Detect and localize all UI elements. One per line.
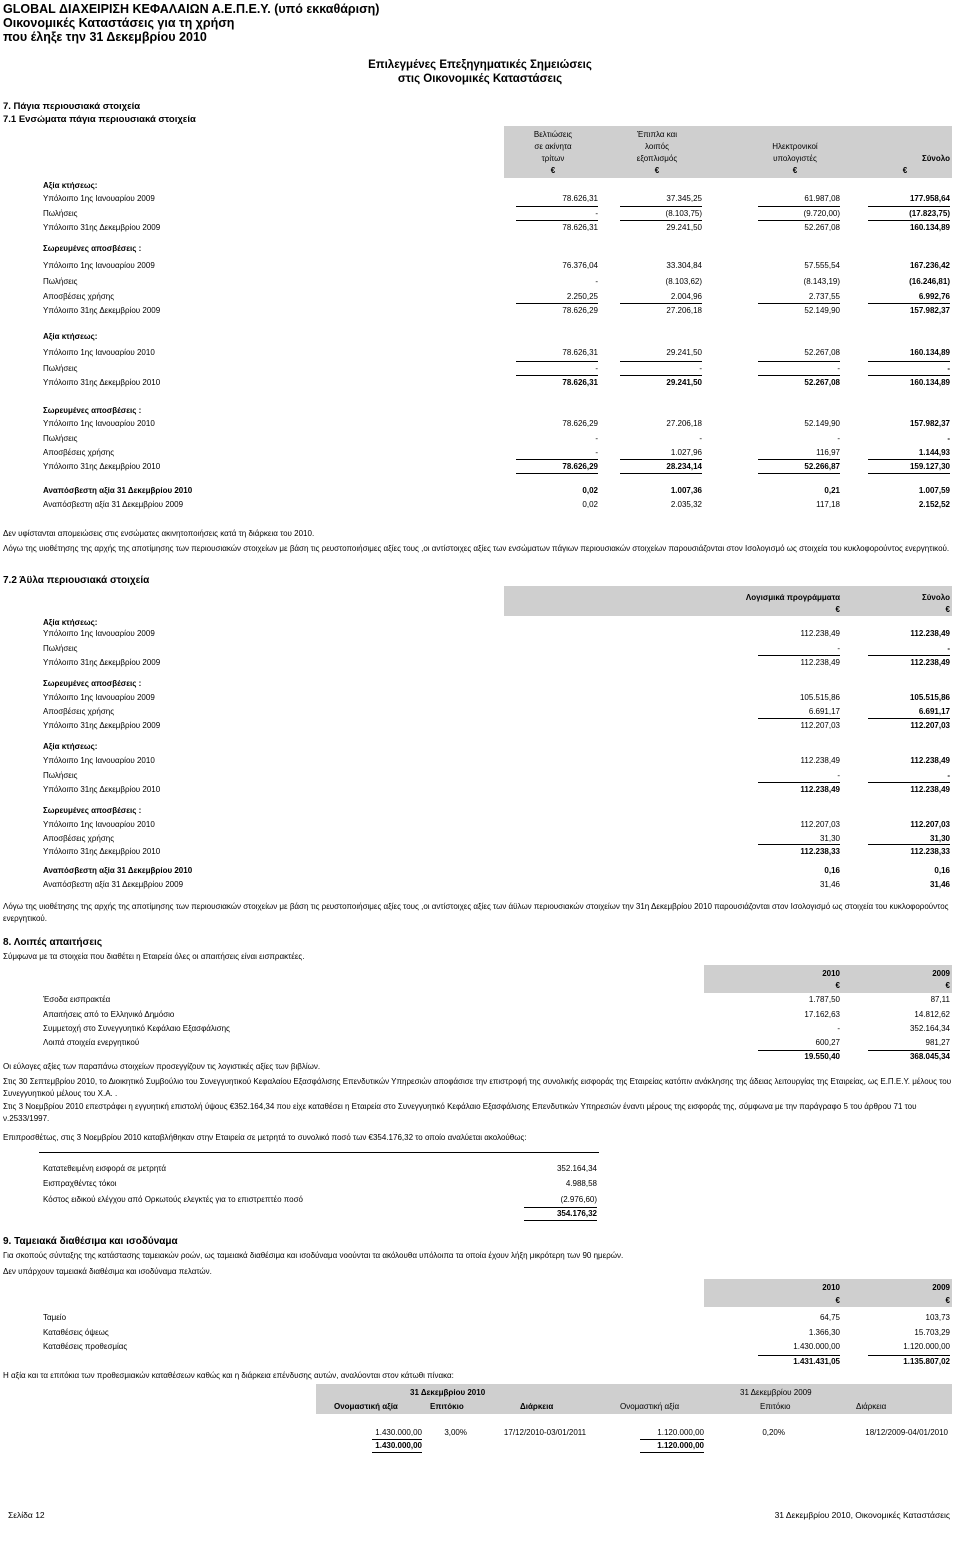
total-rule bbox=[868, 375, 950, 376]
row-label: Εισπραχθέντες τόκοι bbox=[43, 1179, 117, 1188]
total-rule bbox=[868, 459, 950, 460]
column-header-line1: Βελτιώσεις bbox=[533, 130, 573, 139]
year-header: 2010 bbox=[822, 969, 840, 978]
row-label: Υπόλοιπο 1ης Ιανουαρίου 2010 bbox=[43, 756, 155, 765]
year-header: 2010 bbox=[822, 1283, 840, 1292]
row-label: Αποσβέσεις χρήσης bbox=[43, 707, 115, 716]
row-label: Υπόλοιπο 31ης Δεκεμβρίου 2009 bbox=[43, 721, 161, 730]
deposit-cell: 3,00% bbox=[444, 1428, 467, 1437]
group-heading: Σωρευμένες αποσβέσεις : bbox=[43, 244, 142, 253]
cell-value: 160.134,89 bbox=[909, 223, 950, 232]
row-label: Ταμείο bbox=[43, 1313, 67, 1322]
cell-value: 112.238,33 bbox=[800, 847, 840, 856]
cell-value: 177.958,64 bbox=[909, 194, 950, 203]
cell-value: 112.207,03 bbox=[910, 820, 950, 829]
row-label: Πωλήσεις bbox=[43, 209, 78, 218]
total-value: 1.135.807,02 bbox=[903, 1357, 950, 1366]
currency-symbol: € bbox=[654, 166, 660, 175]
currency-symbol: € bbox=[835, 1296, 840, 1305]
cell-value: - bbox=[947, 771, 950, 780]
row-label: Αναπόσβεστη αξία 31 Δεκεμβρίου 2010 bbox=[43, 866, 193, 875]
row-label: Υπόλοιπο 31ης Δεκεμβρίου 2010 bbox=[43, 847, 161, 856]
cell-value: 6.992,76 bbox=[918, 292, 950, 301]
row-label: Συμμετοχή στο Συνεγγυητικό Κεφάλαιο Εξασφάλισης bbox=[43, 1024, 230, 1033]
cell-value: 78.626,31 bbox=[562, 348, 598, 357]
cell-value: 78.626,29 bbox=[562, 306, 598, 315]
cell-value: 29.241,50 bbox=[666, 223, 702, 232]
column-header-line3: εξοπλισμός bbox=[636, 154, 678, 163]
total-rule bbox=[758, 718, 840, 719]
total-rule bbox=[868, 361, 950, 362]
impairment-note: Δεν υφίστανται απομειώσεις στις ενσώματες ακινητοποιήσεις κατά τη διάρκεια του 2010. bbox=[3, 529, 315, 538]
column-header-line1: Ηλεκτρονικοί bbox=[772, 142, 818, 151]
cell-value: 64,75 bbox=[819, 1313, 840, 1322]
cell-value: 981,27 bbox=[925, 1038, 950, 1047]
cell-value: (2.976,60) bbox=[560, 1195, 597, 1204]
cell-value: 52.267,08 bbox=[804, 223, 840, 232]
total-rule bbox=[868, 844, 950, 845]
row-label: Πωλήσεις bbox=[43, 364, 78, 373]
cell-value: 78.626,31 bbox=[562, 223, 598, 232]
column-header-line2: υπολογιστές bbox=[773, 154, 817, 163]
deposit-total: 1.430.000,00 bbox=[375, 1441, 422, 1450]
cell-value: 0,16 bbox=[934, 866, 950, 875]
row-label: Καταθέσεις όψεως bbox=[43, 1328, 109, 1337]
total-rule bbox=[620, 303, 702, 304]
cell-value: 2.004,96 bbox=[670, 292, 702, 301]
cell-value: 1.120.000,00 bbox=[903, 1342, 950, 1351]
report-period: που έληξε την 31 Δεκεμβρίου 2010 bbox=[3, 30, 207, 44]
total-rule bbox=[758, 844, 840, 845]
cell-value: 160.134,89 bbox=[909, 348, 950, 357]
group-heading: Σωρευμένες αποσβέσεις : bbox=[43, 406, 142, 415]
row-label: Υπόλοιπο 31ης Δεκεμβρίου 2009 bbox=[43, 306, 161, 315]
cell-value: 31,46 bbox=[819, 880, 840, 889]
cell-value: 27.206,18 bbox=[666, 306, 702, 315]
cell-value: 112.207,03 bbox=[800, 721, 840, 730]
total-rule bbox=[868, 718, 950, 719]
cell-value: 37.345,25 bbox=[666, 194, 702, 203]
cell-value: - bbox=[595, 434, 598, 443]
cell-value: 1.430.000,00 bbox=[793, 1342, 840, 1351]
row-label: Υπόλοιπο 31ης Δεκεμβρίου 2009 bbox=[43, 658, 161, 667]
currency-symbol: € bbox=[792, 166, 798, 175]
cell-value: 2.152,52 bbox=[918, 500, 950, 509]
cell-value: 103,73 bbox=[925, 1313, 950, 1322]
row-label: Πωλήσεις bbox=[43, 434, 78, 443]
cell-value: (8.143,19) bbox=[803, 277, 840, 286]
total-rule bbox=[868, 655, 950, 656]
cell-value: 31,30 bbox=[929, 834, 950, 843]
cell-value: 78.626,31 bbox=[562, 378, 598, 387]
row-label: Πωλήσεις bbox=[43, 771, 78, 780]
section-7-2-heading: 7.2 Άϋλα περιουσιακά στοιχεία bbox=[3, 575, 150, 586]
group-heading: Αξία κτήσεως: bbox=[43, 181, 98, 190]
deposit-cell: 1.430.000,00 bbox=[375, 1428, 422, 1437]
receivables-intro: Σύμφωνα με τα στοιχεία που διαθέτει η Εταιρεία όλες οι απαιτήσεις είναι εισπρακτέες. bbox=[3, 952, 305, 961]
cell-value: - bbox=[595, 448, 598, 457]
group-heading: Αξία κτήσεως: bbox=[43, 742, 98, 751]
row-label: Υπόλοιπο 1ης Ιανουαρίου 2009 bbox=[43, 629, 155, 638]
report-subtitle: Οικονομικές Καταστάσεις για τη χρήση bbox=[3, 16, 235, 30]
group-heading: Αξία κτήσεως: bbox=[43, 332, 98, 341]
row-label: Κατατεθειμένη εισφορά σε μετρητά bbox=[43, 1164, 166, 1173]
cell-value: 0,02 bbox=[582, 486, 598, 495]
total-rule bbox=[758, 220, 840, 221]
total-rule bbox=[620, 459, 702, 460]
row-label: Πωλήσεις bbox=[43, 644, 78, 653]
cell-value: 52.267,08 bbox=[804, 378, 840, 387]
cell-value: 160.134,89 bbox=[909, 378, 950, 387]
cell-value: 112.238,49 bbox=[910, 756, 950, 765]
cell-value: 31,30 bbox=[819, 834, 840, 843]
column-header-line2: σε ακίνητα bbox=[534, 142, 572, 151]
total-rule bbox=[758, 473, 840, 474]
total-rule bbox=[758, 782, 840, 783]
total-rule bbox=[620, 375, 702, 376]
row-label: Αποσβέσεις χρήσης bbox=[43, 834, 115, 843]
cell-value: 4.988,58 bbox=[565, 1179, 597, 1188]
group-heading: Αξία κτήσεως: bbox=[43, 618, 98, 627]
total-rule bbox=[620, 220, 702, 221]
cell-value: 0,21 bbox=[824, 486, 840, 495]
cash-definition-paragraph: Για σκοπούς σύνταξης της κατάστασης ταμειακών ροών, ως ταμειακά διαθέσιμα και ισοδύναμα νοούνται τα ακόλουθα υπόλοιπα τα οποία έχουν λήξη μικρότερη των 90 ημερών. bbox=[3, 1251, 624, 1260]
cell-value: 1.787,50 bbox=[808, 995, 840, 1004]
cell-value: 112.238,49 bbox=[800, 629, 840, 638]
column-header-line2: λοιπός bbox=[645, 142, 669, 151]
cell-value: (8.103,62) bbox=[665, 277, 702, 286]
deposit-column-header: Ονομαστική αξία bbox=[620, 1402, 680, 1411]
row-label: Υπόλοιπο 31ης Δεκεμβρίου 2010 bbox=[43, 378, 161, 387]
total-rule bbox=[758, 655, 840, 656]
deposit-column-header: Ονομαστική αξία bbox=[334, 1402, 398, 1411]
total-rule bbox=[516, 459, 598, 460]
cell-value: 52.149,90 bbox=[804, 419, 840, 428]
cell-value: 87,11 bbox=[930, 995, 950, 1004]
total-rule bbox=[620, 361, 702, 362]
deposit-column-header: Επιτόκιο bbox=[430, 1402, 464, 1411]
total-rule bbox=[620, 206, 702, 207]
deposit-column-header: Διάρκεια bbox=[520, 1402, 554, 1411]
notes-title-line2: στις Οικονομικές Καταστάσεις bbox=[397, 73, 563, 85]
letter-of-guarantee-paragraph: Στις 3 Νοεμβρίου 2010 επεστράφει η εγγυητική επιστολή ύψους €352.164,34 που είχε καταθέσει η Εταιρεία στο Συνεγγυητικό Κεφάλαιο Εξασφάλισης Επενδυτικών Υπηρεσιών έναντι μέρους της εισφοράς της, σύμφωνα με την παράγραφο 5 του άρθρου 71 του ν.2533/1997. bbox=[3, 1102, 917, 1123]
cell-value: 14.812,62 bbox=[914, 1010, 950, 1019]
total-rule bbox=[758, 459, 840, 460]
total-rule bbox=[516, 375, 598, 376]
currency-symbol: € bbox=[835, 981, 840, 990]
cell-value: 15.703,29 bbox=[914, 1328, 950, 1337]
cell-value: 52.266,87 bbox=[804, 462, 840, 471]
total-value: 1.431.431,05 bbox=[793, 1357, 840, 1366]
cell-value: 27.206,18 bbox=[666, 419, 702, 428]
cell-value: - bbox=[837, 434, 840, 443]
year-header: 2009 bbox=[932, 1283, 950, 1292]
intangible-valuation-note: Λόγω της υιοθέτησης της αρχής της αποτίμησης των περιουσιακών στοιχείων με βάση τις ρευστοποιήσιμες αξίες τους ,οι αντίστοιχες αξίες των άϋλων περιουσιακών στοιχείων την 31η Δεκεμβρίου 2010 παρουσιάζονται στον Ισολογισμό ως στοιχεία του κυκλοφορούντος ενεργητικού. bbox=[3, 902, 949, 923]
cell-value: - bbox=[947, 364, 950, 373]
group-heading: Σωρευμένες αποσβέσεις : bbox=[43, 679, 142, 688]
cell-value: 112.207,03 bbox=[800, 820, 840, 829]
total-rule bbox=[758, 375, 840, 376]
row-label: Υπόλοιπο 31ης Δεκεμβρίου 2010 bbox=[43, 785, 161, 794]
deposit-column-header: Διάρκεια bbox=[856, 1402, 887, 1411]
cell-value: 78.626,29 bbox=[562, 419, 598, 428]
currency-symbol: € bbox=[945, 1296, 950, 1305]
cell-value: - bbox=[837, 1024, 840, 1033]
row-label: Υπόλοιπο 31ης Δεκεμβρίου 2009 bbox=[43, 223, 161, 232]
company-name: GLOBAL ΔΙΑΧΕΙΡΙΣΗ ΚΕΦΑΛΑΙΩΝ Α.Ε.Π.Ε.Υ. (υπό εκκαθάριση) bbox=[3, 2, 380, 16]
column-header-line3: τρίτων bbox=[541, 154, 565, 163]
total-rule bbox=[524, 1220, 597, 1221]
cell-value: 1.007,36 bbox=[670, 486, 702, 495]
total-value: 354.176,32 bbox=[556, 1209, 597, 1218]
row-label: Αναπόσβεστη αξία 31 Δεκεμβρίου 2010 bbox=[43, 486, 193, 495]
total-rule bbox=[868, 220, 950, 221]
cell-value: 1.366,30 bbox=[808, 1328, 840, 1337]
cell-value: 6.691,17 bbox=[918, 707, 950, 716]
cell-value: - bbox=[947, 644, 950, 653]
cell-value: 2.737,55 bbox=[808, 292, 840, 301]
row-label: Υπόλοιπο 1ης Ιανουαρίου 2009 bbox=[43, 693, 155, 702]
cell-value: 112.238,49 bbox=[910, 785, 950, 794]
page-number: Σελίδα 12 bbox=[8, 1510, 45, 1520]
cell-value: 33.304,84 bbox=[666, 261, 702, 270]
column-header: Λογισμικά προγράμματα bbox=[745, 593, 840, 602]
cell-value: 0,02 bbox=[582, 500, 598, 509]
cell-value: 112.238,49 bbox=[910, 658, 950, 667]
total-value: 19.550,40 bbox=[804, 1052, 840, 1061]
tangible-valuation-note: Λόγω της υιοθέτησης της αρχής της αποτίμησης των περιουσιακών στοιχείων με βάση τις ρευστοποιήσιμες αξίες τους ,οι αντίστοιχες αξίες των ενσώματων πάγιων περιουσιακών στοιχείων παρουσιάζονται στον Ισολογισμό ως στοιχεία του κυκλοφορούντος ενεργητικού. bbox=[3, 544, 950, 553]
cell-value: 1.027,96 bbox=[670, 448, 702, 457]
cash-payment-paragraph: Επιπροσθέτως, στις 3 Νοεμβρίου 2010 καταβλήθηκαν στην Εταιρεία σε μετρητά το συνολικό ποσό των €354.176,32 το οποίο αναλύεται ακολούθως: bbox=[3, 1133, 527, 1142]
cell-value: 61.987,08 bbox=[804, 194, 840, 203]
row-label: Αποσβέσεις χρήσης bbox=[43, 292, 115, 301]
column-header-total: Σύνολο bbox=[921, 154, 950, 163]
footer-caption: 31 Δεκεμβρίου 2010, Οικονομικές Καταστάσεις bbox=[774, 1510, 950, 1520]
row-label: Υπόλοιπο 1ης Ιανουαρίου 2010 bbox=[43, 348, 155, 357]
total-rule bbox=[620, 473, 702, 474]
cell-value: 112.238,49 bbox=[910, 629, 950, 638]
total-rule bbox=[758, 361, 840, 362]
client-cash-note: Δεν υπάρχουν ταμειακά διαθέσιμα και ισοδύναμα πελατών. bbox=[3, 1267, 212, 1276]
total-rule bbox=[640, 1452, 704, 1453]
cell-value: - bbox=[837, 364, 840, 373]
cell-value: 29.241,50 bbox=[666, 348, 702, 357]
row-label: Υπόλοιπο 1ης Ιανουαρίου 2009 bbox=[43, 194, 155, 203]
year-header: 2009 bbox=[932, 969, 950, 978]
total-rule bbox=[868, 782, 950, 783]
cell-value: 78.626,31 bbox=[562, 194, 598, 203]
cell-value: 28.234,14 bbox=[666, 462, 702, 471]
cell-value: 78.626,29 bbox=[562, 462, 598, 471]
cell-value: 57.555,54 bbox=[804, 261, 840, 270]
row-label: Απαιτήσεις από το Ελληνικό Δημόσιο bbox=[43, 1010, 175, 1019]
deposit-total: 1.120.000,00 bbox=[657, 1441, 704, 1450]
cell-value: 167.236,42 bbox=[909, 261, 950, 270]
total-rule bbox=[516, 206, 598, 207]
row-label: Υπόλοιπο 31ης Δεκεμβρίου 2010 bbox=[43, 462, 161, 471]
cell-value: 105.515,86 bbox=[909, 693, 950, 702]
cell-value: - bbox=[837, 644, 840, 653]
total-rule bbox=[758, 303, 840, 304]
total-rule bbox=[516, 361, 598, 362]
cell-value: - bbox=[595, 209, 598, 218]
cell-value: (16.246,81) bbox=[909, 277, 950, 286]
total-rule bbox=[372, 1452, 422, 1453]
section-7-1-heading: 7.1 Ενσώματα πάγια περιουσιακά στοιχεία bbox=[3, 114, 196, 125]
row-label: Έσοδα εισπρακτέα bbox=[43, 995, 111, 1004]
cell-value: 116,97 bbox=[816, 448, 840, 457]
row-label: Πωλήσεις bbox=[43, 277, 78, 286]
cell-value: - bbox=[699, 434, 702, 443]
currency-symbol: € bbox=[945, 981, 950, 990]
cell-value: 157.982,37 bbox=[909, 306, 950, 315]
notes-title-line1: Επιλεγμένες Επεξηγηματικές Σημειώσεις bbox=[368, 59, 592, 71]
cell-value: (8.103,75) bbox=[665, 209, 702, 218]
cell-value: 31,46 bbox=[929, 880, 950, 889]
section-7-heading: 7. Πάγια περιουσιακά στοιχεία bbox=[3, 101, 141, 112]
row-label: Αναπόσβεστη αξία 31 Δεκεμβρίου 2009 bbox=[43, 500, 184, 509]
total-rule bbox=[516, 473, 598, 474]
deposit-column-header: Επιτόκιο bbox=[760, 1402, 791, 1411]
currency-symbol: € bbox=[945, 605, 950, 614]
currency-symbol: € bbox=[550, 166, 556, 175]
row-label: Λοιπά στοιχεία ενεργητικού bbox=[43, 1038, 140, 1047]
total-value: 368.045,34 bbox=[909, 1052, 950, 1061]
cell-value: - bbox=[595, 277, 598, 286]
row-label: Υπόλοιπο 1ης Ιανουαρίου 2010 bbox=[43, 419, 155, 428]
deposit-cell: 17/12/2010-03/01/2011 bbox=[503, 1428, 587, 1437]
total-rule bbox=[868, 206, 950, 207]
cell-value: 112.238,33 bbox=[910, 847, 950, 856]
cell-value: 52.267,08 bbox=[804, 348, 840, 357]
cell-value: - bbox=[947, 434, 950, 443]
cell-value: 2.035,32 bbox=[670, 500, 702, 509]
cell-value: 352.164,34 bbox=[556, 1164, 597, 1173]
cell-value: 117,18 bbox=[816, 500, 840, 509]
cell-value: 29.241,50 bbox=[666, 378, 702, 387]
row-label: Αναπόσβεστη αξία 31 Δεκεμβρίου 2009 bbox=[43, 880, 184, 889]
cell-value: - bbox=[699, 364, 702, 373]
total-rule bbox=[868, 303, 950, 304]
row-label: Υπόλοιπο 1ης Ιανουαρίου 2009 bbox=[43, 261, 155, 270]
cell-value: 159.127,30 bbox=[909, 462, 950, 471]
guarantee-fund-paragraph: Στις 30 Σεπτεμβρίου 2010, το Διοικητικό Συμβούλιο του Συνεγγυητικού Κεφαλαίου Εξασφάλισης Επενδυτικών Υπηρεσιών αποφάσισε την επιστροφή της συνολικής εισφοράς της Εταιρείας κατόπιν ανάκλησης της άδειας λειτουργίας της Εταιρείας, ως Ε.Π.Ε.Υ. μέλους του Συνεγγυητικού μέλους του Χ.Α. . bbox=[3, 1077, 952, 1098]
row-label: Αποσβέσεις χρήσης bbox=[43, 448, 115, 457]
deposit-cell: 18/12/2009-04/01/2010 bbox=[865, 1428, 948, 1437]
currency-symbol: € bbox=[835, 605, 840, 614]
cell-value: 112.238,49 bbox=[800, 658, 840, 667]
total-rule bbox=[516, 303, 598, 304]
row-label: Υπόλοιπο 1ης Ιανουαρίου 2010 bbox=[43, 820, 155, 829]
cell-value: (9.720,00) bbox=[803, 209, 840, 218]
group-heading: Σωρευμένες αποσβέσεις : bbox=[43, 806, 142, 815]
row-label: Καταθέσεις προθεσμίας bbox=[43, 1342, 128, 1351]
cell-value: 17.162,63 bbox=[804, 1010, 840, 1019]
cell-value: 76.376,04 bbox=[562, 261, 598, 270]
cell-value: 600,27 bbox=[815, 1038, 840, 1047]
currency-symbol: € bbox=[902, 166, 908, 175]
cell-value: 112.207,03 bbox=[910, 721, 950, 730]
cell-value: 105.515,86 bbox=[799, 693, 840, 702]
section-8-heading: 8. Λοιπές απαιτήσεις bbox=[3, 937, 103, 948]
section-9-heading: 9. Ταμειακά διαθέσιμα και ισοδύναμα bbox=[3, 1236, 178, 1247]
cell-value: 157.982,37 bbox=[909, 419, 950, 428]
cell-value: 2.250,25 bbox=[566, 292, 598, 301]
deposit-cell: 1.120.000,00 bbox=[657, 1428, 704, 1437]
total-rule bbox=[758, 206, 840, 207]
year-group-2009: 31 Δεκεμβρίου 2009 bbox=[740, 1388, 812, 1397]
total-rule bbox=[868, 473, 950, 474]
cell-value: - bbox=[837, 771, 840, 780]
cell-value: 1.007,59 bbox=[918, 486, 950, 495]
fair-value-note: Οι εύλογες αξίες των παραπάνω στοιχείων προσεγγίζουν τις λογιστικές αξίες των βιβλίων. bbox=[3, 1062, 321, 1071]
cell-value: 112.238,49 bbox=[800, 756, 840, 765]
row-label: Κόστος ειδικού ελέγχου από Ορκωτούς ελεγκτές για το επιστρεπτέο ποσό bbox=[43, 1195, 303, 1204]
cell-value: 352.164,34 bbox=[909, 1024, 950, 1033]
breakdown-top-rule bbox=[39, 1152, 599, 1153]
column-header-line1: Έπιπλα και bbox=[636, 130, 678, 139]
deposit-cell: 0,20% bbox=[762, 1428, 785, 1437]
cell-value: 1.144,93 bbox=[918, 448, 950, 457]
cell-value: 52.149,90 bbox=[804, 306, 840, 315]
deposits-intro: Η αξία και τα επιτόκια των προθεσμιακών καταθέσεων καθώς και η διάρκεια επένδυσης αυτών, αναλύονται στον κάτωθι πίνακα: bbox=[3, 1371, 454, 1380]
cell-value: 112.238,49 bbox=[800, 785, 840, 794]
cell-value: 0,16 bbox=[824, 866, 840, 875]
cell-value: (17.823,75) bbox=[909, 209, 950, 218]
year-group-2010: 31 Δεκεμβρίου 2010 bbox=[410, 1388, 486, 1397]
cell-value: 6.691,17 bbox=[808, 707, 840, 716]
total-rule bbox=[516, 220, 598, 221]
column-header: Σύνολο bbox=[921, 593, 950, 602]
cell-value: - bbox=[595, 364, 598, 373]
